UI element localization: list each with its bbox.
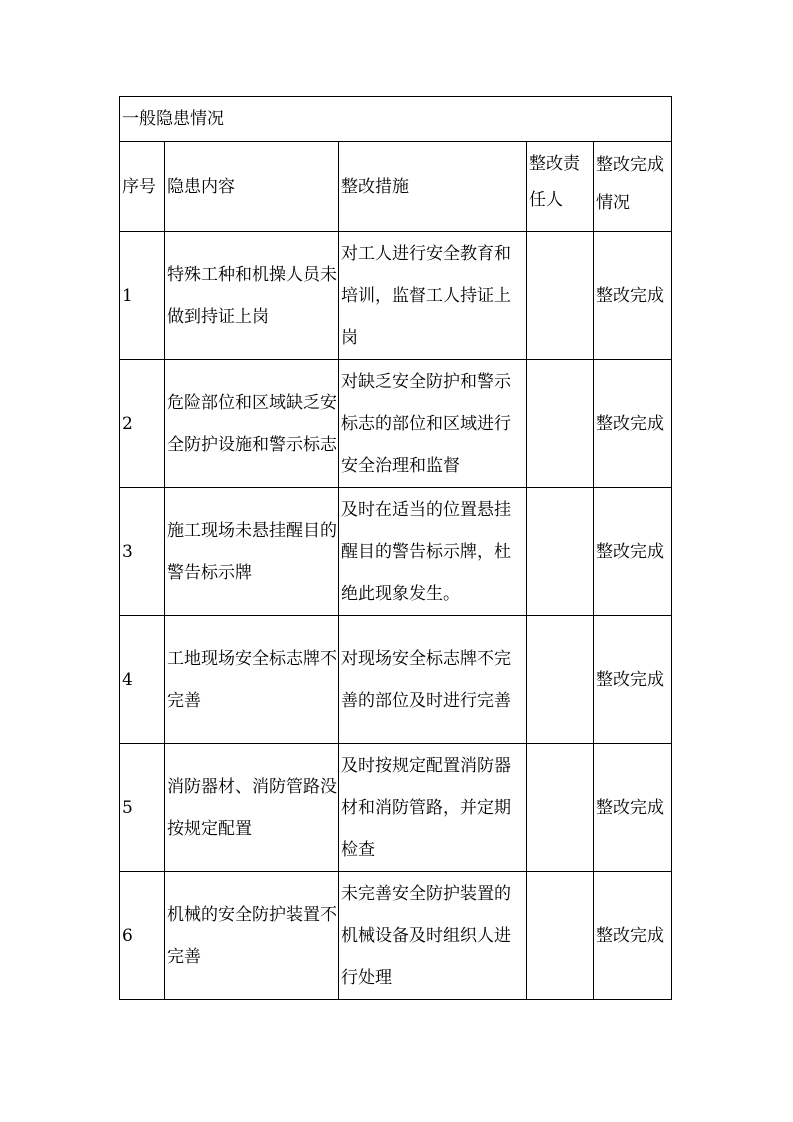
cell-measure: 未完善安全防护装置的机械设备及时组织人进行处理 [339,872,527,1000]
cell-seq: 2 [120,360,165,488]
cell-status: 整改完成 [594,872,672,1000]
cell-seq: 3 [120,488,165,616]
cell-responsible [527,616,594,744]
cell-responsible [527,488,594,616]
cell-seq: 6 [120,872,165,1000]
table-row [120,872,672,1000]
table-row [120,360,672,488]
cell-seq: 4 [120,616,165,744]
cell-content: 特殊工种和机操人员未做到持证上岗 [165,232,339,360]
cell-status: 整改完成 [594,232,672,360]
cell-responsible [527,872,594,1000]
cell-measure: 对缺乏安全防护和警示标志的部位和区域进行安全治理和监督 [339,360,527,488]
cell-status: 整改完成 [594,616,672,744]
hazard-table [119,96,672,1000]
cell-seq: 5 [120,744,165,872]
cell-status: 整改完成 [594,744,672,872]
cell-measure: 及时按规定配置消防器材和消防管路，并定期检查 [339,744,527,872]
table-header-row [120,142,672,232]
table-row [120,616,672,744]
table-title: 一般隐患情况 [120,97,672,142]
table-row [120,488,672,616]
header-responsible: 整改责任人 [527,142,594,232]
header-measure: 整改措施 [339,142,527,232]
header-content: 隐患内容 [165,142,339,232]
cell-responsible [527,360,594,488]
cell-responsible [527,232,594,360]
cell-content: 危险部位和区域缺乏安全防护设施和警示标志 [165,360,339,488]
cell-measure: 对工人进行安全教育和培训，监督工人持证上岗 [339,232,527,360]
cell-responsible [527,744,594,872]
cell-status: 整改完成 [594,488,672,616]
cell-measure: 及时在适当的位置悬挂醒目的警告标示牌，杜绝此现象发生。 [339,488,527,616]
cell-content: 机械的安全防护装置不完善 [165,872,339,1000]
cell-content: 消防器材、消防管路没按规定配置 [165,744,339,872]
cell-status: 整改完成 [594,360,672,488]
header-seq: 序号 [120,142,165,232]
cell-content: 工地现场安全标志牌不完善 [165,616,339,744]
cell-seq: 1 [120,232,165,360]
table-row [120,232,672,360]
cell-measure: 对现场安全标志牌不完善的部位及时进行完善 [339,616,527,744]
cell-content: 施工现场未悬挂醒目的警告标示牌 [165,488,339,616]
header-status: 整改完成情况 [594,142,672,232]
table-title-row [120,97,672,142]
table-row [120,744,672,872]
